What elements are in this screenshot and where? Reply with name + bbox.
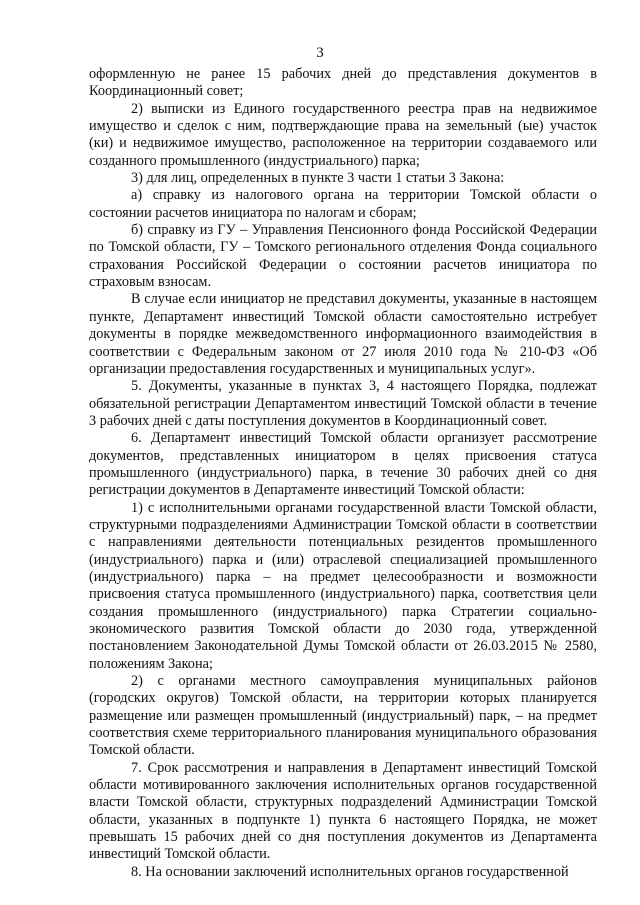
paragraph: 2) с органами местного самоуправления муниципальных районов (городских округов) Томской области, на территории которых планируется размещение или размещен промышленный (индустриальный) парк, – на предмет соответствия схеме территориального планирования муниципального образования Томской области. xyxy=(89,673,597,759)
paragraph: 6. Департамент инвестиций Томской области организует рассмотрение документов, представленных инициатором в целях присвоения статуса промышленного (индустриального) парка, в течение 30 рабочих дней со дня регистрации документов в Департаменте инвестиций Томской области: xyxy=(89,430,597,499)
paragraph: В случае если инициатор не представил документы, указанные в настоящем пункте, Департамент инвестиций Томской области самостоятельно истребует документы в порядке межведомственного информационного взаимодействия в соответствии с Федеральным законом от 27 июля 2010 года № 210-ФЗ «Об организации предоставления государственных и муниципальных услуг». xyxy=(89,291,597,377)
paragraph: 8. На основании заключений исполнительных органов государственной xyxy=(131,863,569,880)
paragraph: 5. Документы, указанные в пунктах 3, 4 настоящего Порядка, подлежат обязательной регистрации Департаментом инвестиций Томской области в течение 3 рабочих дней с даты поступления документов в Координационный совет. xyxy=(89,378,597,429)
paragraph: 7. Срок рассмотрения и направления в Департамент инвестиций Томской области мотивированного заключения исполнительных органов государственной власти Томской области, структурных подразделений Администрации Томской области, указанных в подпункте 1) пункта 6 настоящего Порядка, не может превышать 15 рабочих дней со дня поступления документов из Департамента инвестиций Томской области. xyxy=(89,759,597,863)
paragraph: 3) для лиц, определенных в пункте 3 части 1 статьи 3 Закона: xyxy=(131,170,505,187)
paragraph: оформленную не ранее 15 рабочих дней до представления документов в Координационный совет; xyxy=(89,66,597,100)
paragraph: 1) с исполнительными органами государственной власти Томской области, структурными подразделениями Администрации Томской области в соответствии с направлениями деятельности потенциальных резидентов промышленного (индустриального) парка и (или) отраслевой специализацией промышленного (индустриального) парка – на предмет целесообразности и возможности присвоения статуса промышленного (индустриального) парка, соответствия цели создания промышленного (индустриального) парка Стратегии социально-экономического развития Томской области до 2030 года, утвержденной постановлением Законодательной Думы Томской области от 26.03.2015 № 2580, положениям Закона; xyxy=(89,499,597,672)
paragraph: б) справку из ГУ – Управления Пенсионного фонда Российской Федерации по Томской области, ГУ – Томского регионального отделения Фонда социального страхования Российской Федерации о состоянии расчетов инициатора по страховым взносам. xyxy=(89,222,597,291)
paragraph: а) справку из налогового органа на территории Томской области о состоянии расчетов инициатора по налогам и сборам; xyxy=(89,187,597,221)
paragraph: 2) выписки из Единого государственного реестра прав на недвижимое имущество и сделок с ним, подтверждающие права на земельный (ые) участок (ки) и недвижимое имущество, расположенное на территории создаваемого или созданного промышленного (индустриального) парка; xyxy=(89,100,597,169)
document-body xyxy=(89,66,597,881)
page-number: 3 xyxy=(316,45,324,61)
